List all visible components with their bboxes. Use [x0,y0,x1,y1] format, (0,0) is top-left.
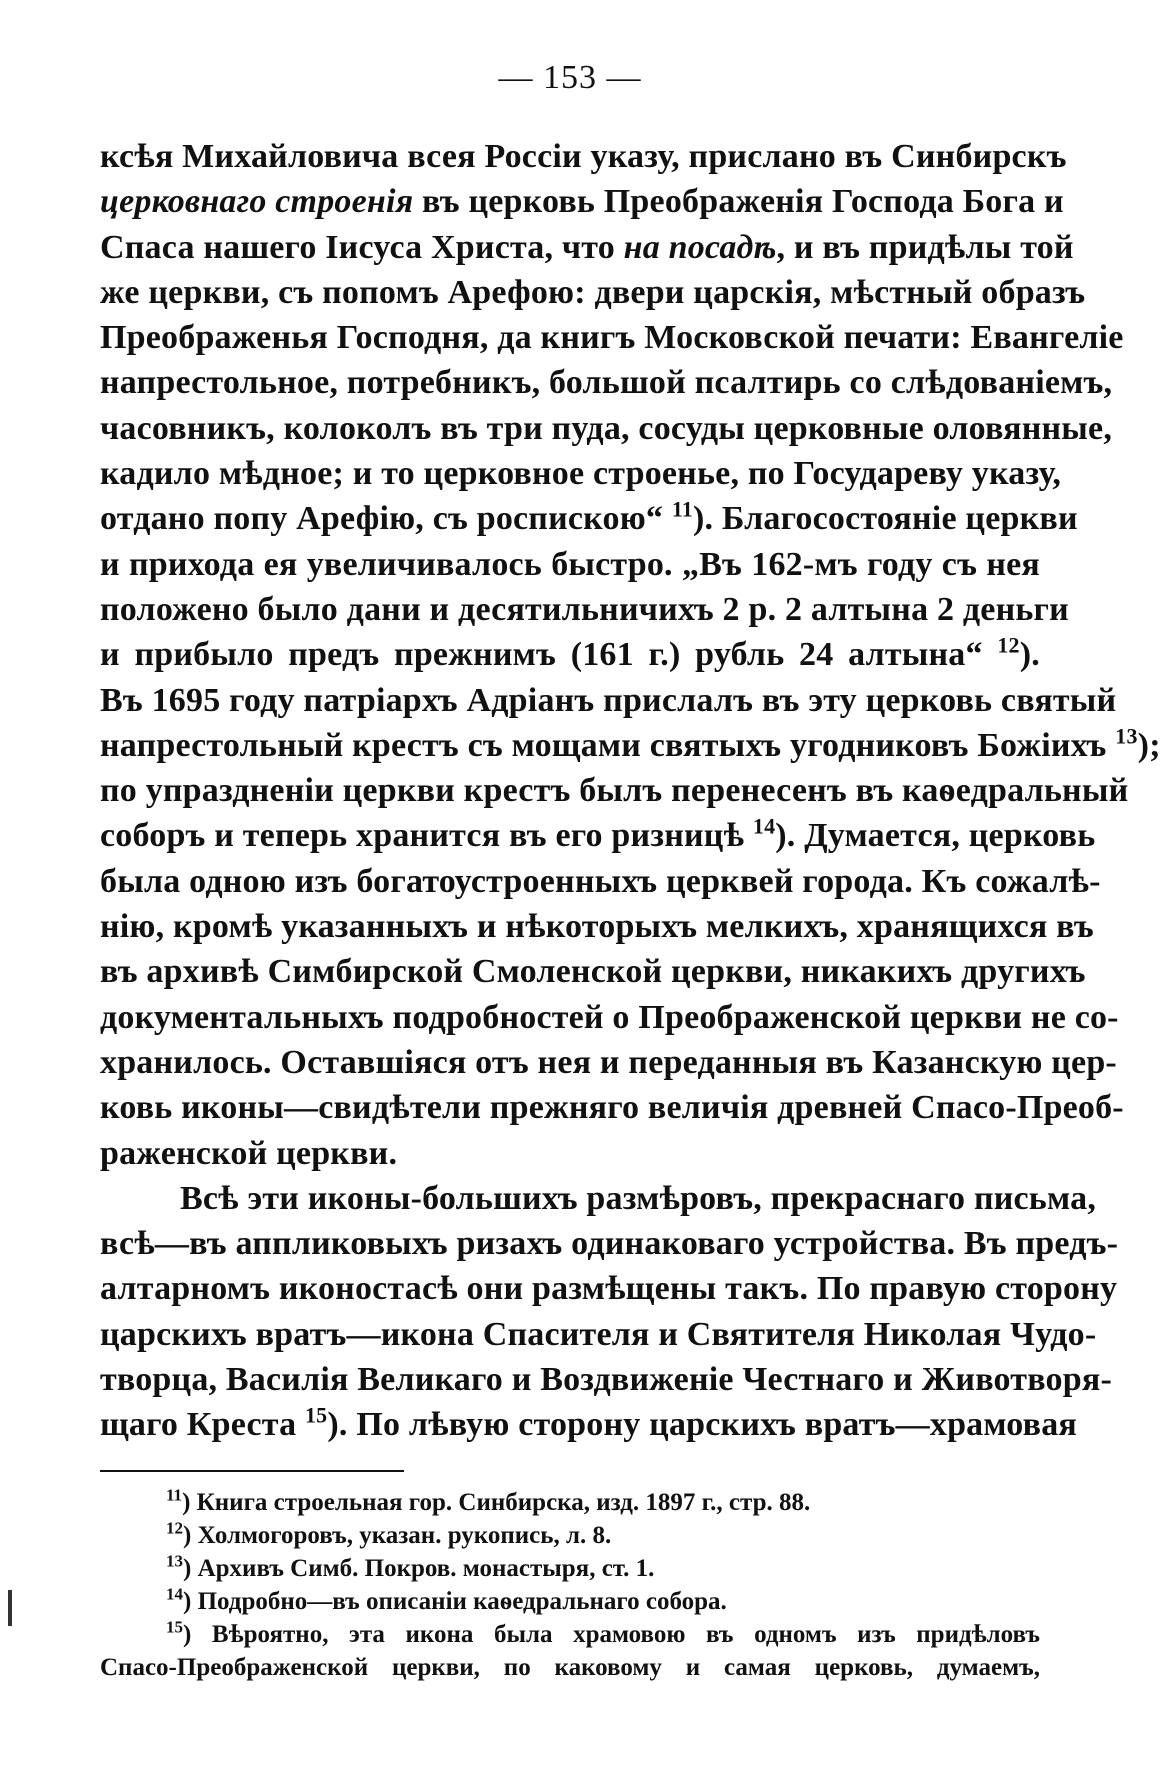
text-line: Преображенья Господня, да книгъ Московской печати: Евангеліе [100,319,1124,357]
page-number: — 153 — [498,59,642,96]
text-line: церковнаго строенія въ церковь Преображенія Господа Бога и [100,183,1064,221]
text-line: напрестольный крестъ съ мощами святыхъ угодниковъ Божіихъ $^{13}$); [100,723,1161,764]
text-line: творца, Василія Великаго и Воздвиженіе Честнаго и Животворя- [100,1361,1112,1399]
text-line: была одною изъ богатоустроенныхъ церквей города. Къ сожалѣ- [100,862,1101,900]
footnote: $^{12}$) Холмогоровъ, указан. рукопись, л. 8. [166,1518,612,1549]
italic-phrase: церковнаго строенія [100,183,414,221]
footnote-number: 13 [166,1551,183,1571]
text-line: соборъ и теперь хранится въ его ризницѣ $^{14}$). Думается, церковь [100,814,1096,855]
text-line: ковь иконы—свидѣтели прежняго величія древней Спасо-Преоб- [100,1089,1124,1127]
footnote-number: 11 [166,1485,183,1505]
margin-mark [8,1590,12,1626]
text-line: и прихода ея увеличивалось быстро. „Въ 162-мъ году съ нея [100,545,1040,583]
footnote: $^{13}$) Архивъ Симб. Покров. монастыря, ст. 1. [166,1551,655,1582]
text-line: же церкви, съ попомъ Арефою: двери царскія, мѣстный образъ [100,273,1086,311]
footnote-ref: 15 [304,1402,328,1428]
footnote: $^{11}$) Книга строельная гор. Синбирска, изд. 1897 г., стр. 88. [166,1485,811,1516]
footnote-number: 12 [166,1518,183,1538]
text-line: щаго Креста $^{15}$). По лѣвую сторону царскихъ вратъ—храмовая [100,1402,1078,1444]
footnote-number: 14 [166,1584,183,1604]
text-line: ксѣя Михайловича всея Россіи указу, прислано въ Синбирскъ [100,138,1067,175]
text-line: нію, кромѣ указанныхъ и нѣкоторыхъ мелкихъ, хранящихся въ [100,908,1094,946]
footnote-number: 15 [166,1617,183,1637]
footnote-ref: 11 [671,497,693,523]
footnote-ref: 14 [752,814,776,840]
text-line: хранилось. Оставшіяся отъ нея и переданныя въ Казанскую цер- [100,1043,1117,1081]
text-line: документальныхъ подробностей о Преображенской церкви не со- [100,998,1119,1036]
text-line: и прибыло предъ прежнимъ (161 г.) рубль 24 алтына“ $^{12}$). [100,632,1040,674]
footnotes [100,1486,1040,1684]
text-line: алтарномъ иконостасѣ они размѣщены такъ. По правую сторону [100,1270,1118,1308]
text-line: всѣ—въ аппликовыхъ ризахъ одинаковаго устройства. Въ предъ- [100,1225,1119,1263]
footnote-divider [100,1470,404,1472]
text-line: раженской церкви. [100,1134,398,1172]
text-line: положено было дани и десятильничихъ 2 р. 2 алтына 2 деньги [100,590,1069,628]
text-line: кадило мѣдное; и то церковное строенье, по Государеву указу, [100,455,1062,493]
text-line: Всѣ эти иконы-большихъ размѣровъ, прекраснаго письма, [180,1179,1097,1217]
footnote-ref: 13 [1115,723,1138,749]
main-text [100,134,1161,1448]
text-line: часовникъ, колоколъ въ три пуда, сосуды церковные оловянные, [100,409,1113,447]
text-line: отдано попу Арефію, съ роспискою“ $^{11}$). Благосостояніе церкви [100,497,1078,538]
footnote: $^{15}$) Вѣроятно, эта икона была храмовою въ одномъ изъ придѣловъ [166,1617,1040,1648]
footnote: Спасо-Преображенской церкви, по каковому и самая церковь, думаемъ, [100,1653,1040,1681]
text-line: по упраздненіи церкви крестъ былъ перенесенъ въ каѳедральный [100,772,1129,810]
footnote: $^{14}$) Подробно—въ описаніи каѳедральнаго собора. [166,1584,727,1615]
text-line: Въ 1695 году патріархъ Адріанъ прислалъ въ эту церковь святый [100,681,1117,719]
footnote-ref: 12 [997,632,1020,658]
text-line: напрестольное, потребникъ, большой псалтирь со слѣдованіемъ, [100,364,1113,402]
text-line: царскихъ вратъ—икона Спасителя и Святителя Николая Чудо- [100,1315,1097,1353]
text-line: въ архивѣ Симбирской Смоленской церкви, никакихъ другихъ [100,953,1086,991]
italic-phrase: на посадѣ [623,228,777,266]
page [100,48,1161,1684]
text-line: Спаса нашего Іисуса Христа, что на посадѣ, и въ придѣлы той [100,228,1074,266]
